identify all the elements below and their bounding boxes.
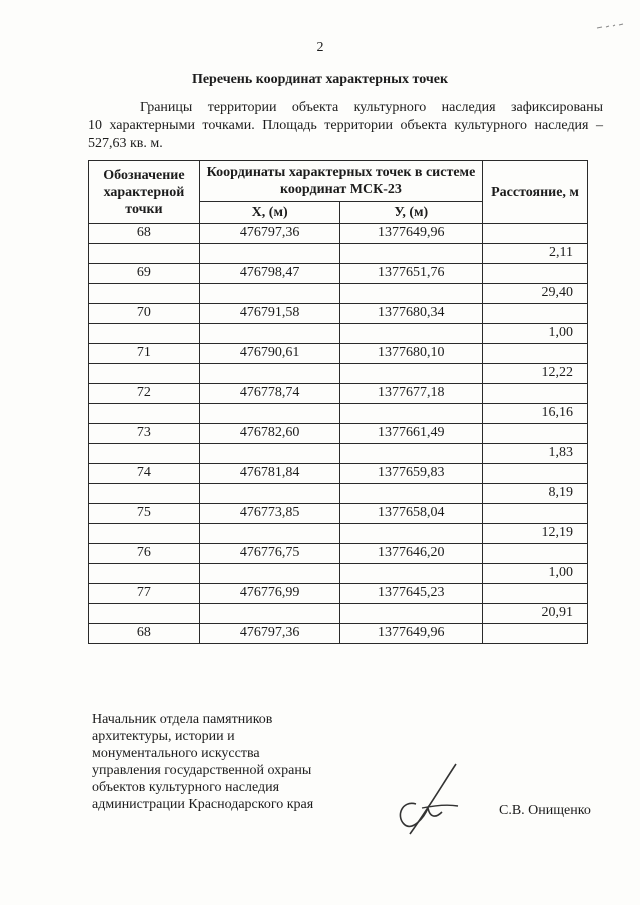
header-distance: Расстояние, м bbox=[483, 161, 588, 224]
empty-cell bbox=[89, 604, 200, 624]
distance-cell: 16,16 bbox=[483, 404, 588, 424]
point-y-cell: 1377645,23 bbox=[340, 584, 483, 604]
distance-empty-cell bbox=[483, 584, 588, 604]
empty-cell bbox=[199, 364, 340, 384]
distance-empty-cell bbox=[483, 544, 588, 564]
distance-empty-cell bbox=[483, 624, 588, 644]
distance-cell: 12,19 bbox=[483, 524, 588, 544]
empty-cell bbox=[340, 404, 483, 424]
header-y: У, (м) bbox=[340, 202, 483, 224]
point-row bbox=[89, 464, 588, 484]
point-y-cell: 1377677,18 bbox=[340, 384, 483, 404]
point-id-cell: 70 bbox=[89, 304, 200, 324]
signer-line: объектов культурного наследия bbox=[92, 780, 280, 795]
point-row bbox=[89, 344, 588, 364]
signer-line: администрации Краснодарского края bbox=[92, 797, 314, 812]
point-id-cell: 76 bbox=[89, 544, 200, 564]
signer-position bbox=[92, 711, 313, 813]
empty-cell bbox=[340, 604, 483, 624]
distance-row bbox=[89, 364, 588, 384]
point-x-cell: 476781,84 bbox=[199, 464, 340, 484]
empty-cell bbox=[89, 484, 200, 504]
point-id-cell: 75 bbox=[89, 504, 200, 524]
point-y-cell: 1377659,83 bbox=[340, 464, 483, 484]
empty-cell bbox=[89, 324, 200, 344]
empty-cell bbox=[199, 444, 340, 464]
empty-cell bbox=[340, 564, 483, 584]
empty-cell bbox=[199, 604, 340, 624]
distance-row bbox=[89, 324, 588, 344]
header-designation: Обозначение характерной точки bbox=[89, 161, 200, 224]
signer-name: С.В. Онищенко bbox=[499, 803, 591, 818]
point-id-cell: 74 bbox=[89, 464, 200, 484]
empty-cell bbox=[199, 564, 340, 584]
signature-image bbox=[392, 760, 462, 838]
distance-cell: 29,40 bbox=[483, 284, 588, 304]
point-x-cell: 476776,75 bbox=[199, 544, 340, 564]
point-row bbox=[89, 304, 588, 324]
signer-line: монументального искусства bbox=[92, 746, 260, 761]
point-y-cell: 1377651,76 bbox=[340, 264, 483, 284]
point-y-cell: 1377661,49 bbox=[340, 424, 483, 444]
point-id-cell: 68 bbox=[89, 224, 200, 244]
point-x-cell: 476797,36 bbox=[199, 224, 340, 244]
empty-cell bbox=[199, 404, 340, 424]
distance-empty-cell bbox=[483, 424, 588, 444]
empty-cell bbox=[89, 404, 200, 424]
distance-row bbox=[89, 244, 588, 264]
point-x-cell: 476790,61 bbox=[199, 344, 340, 364]
document-title: Перечень координат характерных точек bbox=[191, 72, 449, 87]
empty-cell bbox=[89, 564, 200, 584]
intro-line: 527,63 кв. м. bbox=[88, 136, 163, 151]
empty-cell bbox=[340, 484, 483, 504]
distance-cell: 8,19 bbox=[483, 484, 588, 504]
intro-line: 10 характерными точками. Площадь территории объекта культурного наследия – bbox=[88, 118, 603, 133]
point-id-cell: 73 bbox=[89, 424, 200, 444]
point-x-cell: 476798,47 bbox=[199, 264, 340, 284]
empty-cell bbox=[89, 444, 200, 464]
distance-empty-cell bbox=[483, 504, 588, 524]
empty-cell bbox=[89, 524, 200, 544]
distance-empty-cell bbox=[483, 464, 588, 484]
scan-mark-image bbox=[596, 22, 624, 30]
distance-cell: 1,00 bbox=[483, 564, 588, 584]
distance-row bbox=[89, 284, 588, 304]
distance-cell: 2,11 bbox=[483, 244, 588, 264]
point-id-cell: 68 bbox=[89, 624, 200, 644]
empty-cell bbox=[199, 324, 340, 344]
point-row bbox=[89, 264, 588, 284]
empty-cell bbox=[89, 284, 200, 304]
distance-row bbox=[89, 444, 588, 464]
point-x-cell: 476791,58 bbox=[199, 304, 340, 324]
page-number: 2 bbox=[316, 40, 324, 55]
distance-empty-cell bbox=[483, 304, 588, 324]
empty-cell bbox=[199, 484, 340, 504]
empty-cell bbox=[199, 524, 340, 544]
signer-line: архитектуры, истории и bbox=[92, 729, 235, 744]
distance-row bbox=[89, 604, 588, 624]
empty-cell bbox=[89, 364, 200, 384]
distance-row bbox=[89, 564, 588, 584]
point-row bbox=[89, 624, 588, 644]
distance-cell: 1,00 bbox=[483, 324, 588, 344]
point-row bbox=[89, 424, 588, 444]
coordinates-table bbox=[88, 160, 588, 644]
intro-paragraph bbox=[88, 99, 603, 153]
empty-cell bbox=[340, 444, 483, 464]
point-id-cell: 77 bbox=[89, 584, 200, 604]
point-y-cell: 1377649,96 bbox=[340, 624, 483, 644]
empty-cell bbox=[340, 244, 483, 264]
signer-line: управления государственной охраны bbox=[92, 763, 312, 778]
distance-row bbox=[89, 524, 588, 544]
empty-cell bbox=[340, 284, 483, 304]
point-row bbox=[89, 504, 588, 524]
point-row bbox=[89, 384, 588, 404]
distance-cell: 20,91 bbox=[483, 604, 588, 624]
signer-line: Начальник отдела памятников bbox=[92, 712, 273, 727]
point-x-cell: 476797,36 bbox=[199, 624, 340, 644]
point-y-cell: 1377646,20 bbox=[340, 544, 483, 564]
distance-cell: 1,83 bbox=[483, 444, 588, 464]
point-id-cell: 71 bbox=[89, 344, 200, 364]
empty-cell bbox=[340, 364, 483, 384]
distance-cell: 12,22 bbox=[483, 364, 588, 384]
header-coordinates: Координаты характерных точек в системе координат МСК-23 bbox=[199, 161, 482, 202]
distance-empty-cell bbox=[483, 384, 588, 404]
point-y-cell: 1377658,04 bbox=[340, 504, 483, 524]
point-id-cell: 69 bbox=[89, 264, 200, 284]
distance-row bbox=[89, 404, 588, 424]
empty-cell bbox=[340, 324, 483, 344]
distance-empty-cell bbox=[483, 344, 588, 364]
distance-empty-cell bbox=[483, 224, 588, 244]
distance-empty-cell bbox=[483, 264, 588, 284]
point-id-cell: 72 bbox=[89, 384, 200, 404]
point-y-cell: 1377649,96 bbox=[340, 224, 483, 244]
point-y-cell: 1377680,10 bbox=[340, 344, 483, 364]
point-row bbox=[89, 584, 588, 604]
empty-cell bbox=[199, 244, 340, 264]
empty-cell bbox=[199, 284, 340, 304]
point-x-cell: 476778,74 bbox=[199, 384, 340, 404]
point-y-cell: 1377680,34 bbox=[340, 304, 483, 324]
point-row bbox=[89, 224, 588, 244]
point-row bbox=[89, 544, 588, 564]
point-x-cell: 476776,99 bbox=[199, 584, 340, 604]
empty-cell bbox=[89, 244, 200, 264]
point-x-cell: 476782,60 bbox=[199, 424, 340, 444]
empty-cell bbox=[340, 524, 483, 544]
point-x-cell: 476773,85 bbox=[199, 504, 340, 524]
header-x: X, (м) bbox=[199, 202, 340, 224]
distance-row bbox=[89, 484, 588, 504]
coordinates-table-body bbox=[89, 224, 588, 644]
intro-line: Границы территории объекта культурного наследия зафиксированы bbox=[140, 100, 603, 115]
